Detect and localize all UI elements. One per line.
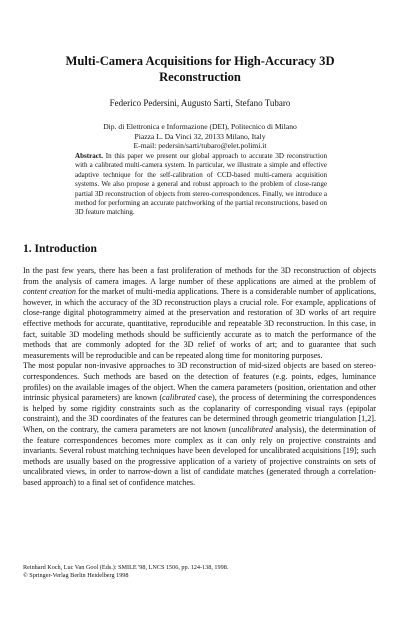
paper-title bbox=[50, 53, 350, 85]
affiliation-line-2: Piazza L. Da Vinci 32, 20133 Milano, Italy bbox=[134, 131, 266, 141]
footer-copyright: © Springer-Verlag Berlin Heidelberg 1998 bbox=[23, 571, 129, 579]
section-body bbox=[23, 266, 376, 488]
footer-line-1: Reinhard Koch, Luc Van Gool (Eds.): SMILE '98, LNCS 1506, pp. 124-138, 1998. bbox=[23, 564, 229, 571]
title-line-1: Multi-Camera Acquisitions for High-Accuracy 3D bbox=[65, 54, 335, 68]
affiliation-line-1: Dip. di Elettronica e Informazione (DEI), Politecnico di Milano bbox=[103, 122, 297, 131]
paragraph-2-text-c: analysis), the determination of the feature correspondences becomes more complex as it can only rely on projective constraints and invariants. Several robust matching techniques have been developed for uncalibrated acquisitions [19]; such methods are usually based on the progressive application of a variety of projective constraints on sets of uncalibrated views, in order to narrow-down a list of candidate matches (generated through a correlation-based approach) to a final set of confidence matches. bbox=[23, 424, 376, 487]
paragraph-2-text-a: The most popular non-invasive approaches to 3D reconstruction of mid-sized objects are based on stereo-correspondences. Such methods are based on the detection of features (e.g. points, edges, luminance profiles) on the available images of the object. When the camera parameters (position, orientation and other intrinsic physical parameters) are known ( bbox=[23, 361, 376, 403]
paragraph-1 bbox=[23, 266, 376, 361]
paragraph-2-emphasis-2: uncalibrated bbox=[231, 424, 273, 434]
paragraph-1-text-b: for the market of multi-media applications. There is a considerable number of applications, however, in which the accuracy of the 3D reconstruction plays a crucial role. For example, applications of close-range digital photogrammetry aimed at the preservation and restoration of 3D works of art require effective methods for accurate, quantitative, reproducible and repeatable 3D reconstruction. In this case, in fact, suitable 3D modeling methods should be sufficiently accurate as to match the performance of the methods that are commonly adopted for the 3D relief of works of art; and to guarantee that such measurements will be reproducible and can be repeated along time for monitoring purposes. bbox=[23, 287, 376, 360]
footer-citation bbox=[23, 564, 228, 580]
section-heading: 1. Introduction bbox=[23, 243, 97, 255]
abstract bbox=[75, 152, 327, 218]
affiliation-email: E-mail: pedersin/sarti/tubaro@elet.polimi.it bbox=[133, 141, 267, 151]
abstract-text: In this paper we present our global approach to accurate 3D reconstruction with a calibrated multi-camera system. In particular, we illustrate a simple and effective adaptive technique for the self-calibration of CCD-based multi-camera acquisition systems. We also propose a general and robust approach to the problem of close-range partial 3D reconstruction of objects from stereo-correspondences. Finally, we introduce a method for performing an accurate patchworking of the partial reconstructions, based on 3D feature matching. bbox=[75, 152, 327, 217]
title-line-2: Reconstruction bbox=[159, 70, 241, 84]
affiliation bbox=[40, 122, 360, 151]
paragraph-2-text-b: case), the process of determining the correspondences is helped by some rigidity constraints such as the coplanarity of corresponding visual rays (epipolar constraint), and the 3D coordinates of the features can be determined through geometric triangulation [1,2]. When, on the contrary, the camera parameters are not known ( bbox=[23, 393, 377, 434]
paragraph-1-text-a: In the past few years, there has been a fast proliferation of methods for the 3D reconstruction of objects from the analysis of camera images. A large number of these applications are aimed at the problem of bbox=[23, 266, 376, 286]
author-list: Federico Pedersini, Augusto Sarti, Stefano Tubaro bbox=[109, 98, 291, 108]
paragraph-2 bbox=[23, 361, 376, 488]
abstract-label: Abstract. bbox=[75, 152, 103, 160]
paragraph-2-emphasis-1: calibrated bbox=[162, 393, 196, 403]
paragraph-1-emphasis: content creation bbox=[23, 287, 76, 297]
